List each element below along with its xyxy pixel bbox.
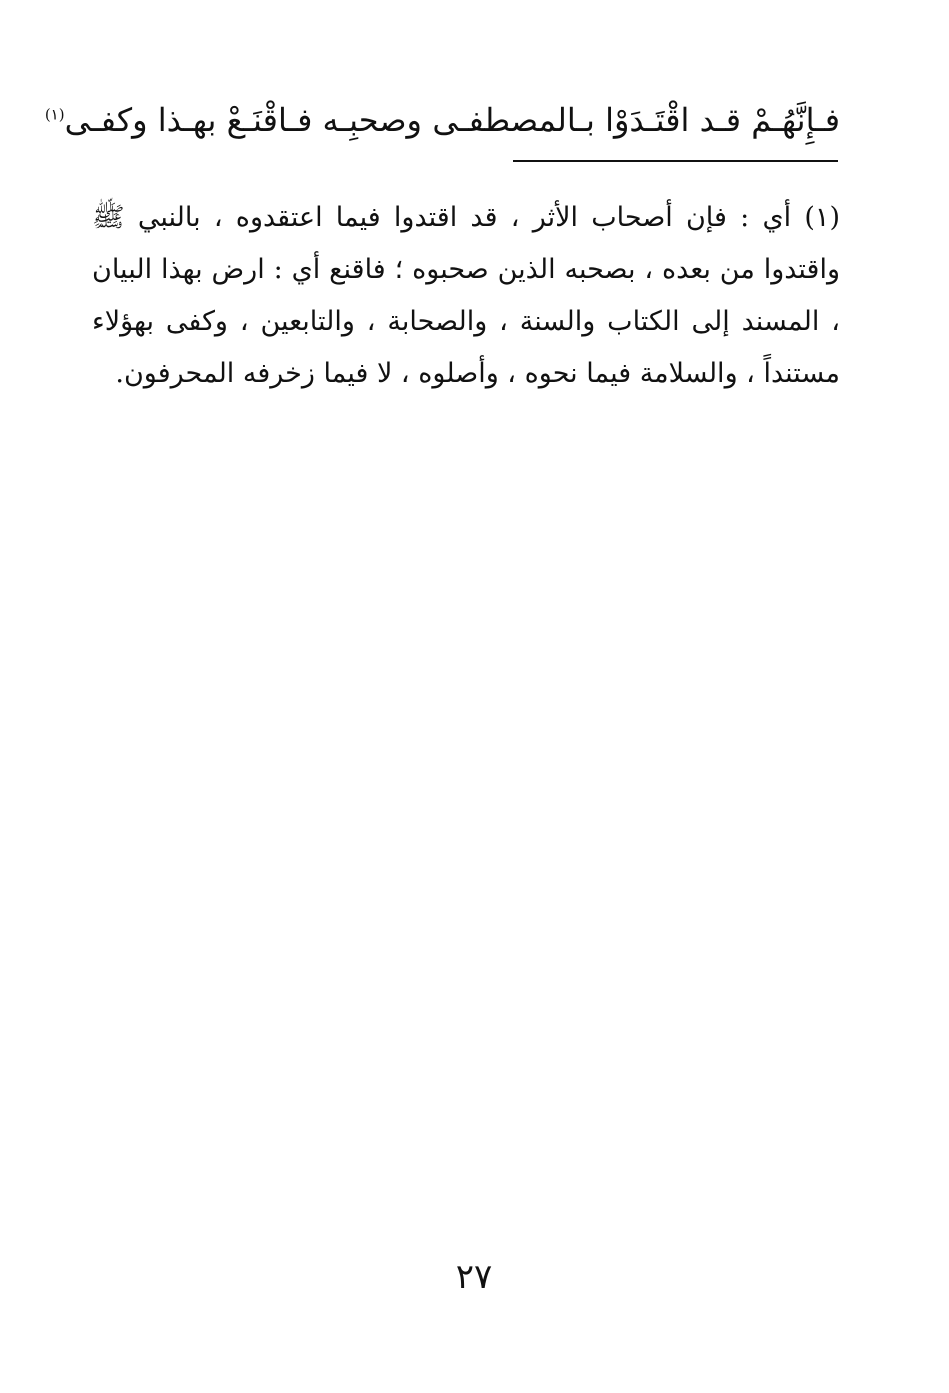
verse-second-hemistich-text: وصحبِـه فـاقْنَـعْ بهـذا وكفـى bbox=[64, 101, 422, 139]
footnote-number: (١) bbox=[804, 202, 840, 233]
poem-verse bbox=[44, 92, 840, 152]
verse-second-hemistich bbox=[45, 92, 422, 148]
footnote-text: أي : فإن أصحاب الأثر ، قد اقتدوا فيما اعتقدوه ، بالنبي ﷺ واقتدوا من بعده ، بصحبه الذين صحبوه ؛ فاقنع أي : ارض بهذا البيان ، المسند إلى الكتاب والسنة ، والصحابة ، والتابعين ، وكفى بهؤلاء مستنداً ، والسلامة فيما نحوه ، وأصلوه ، لا فيما زخرفه المحرفون. bbox=[92, 202, 840, 389]
footnote-separator-rule bbox=[513, 160, 838, 162]
page-number: ٢٧ bbox=[455, 1257, 493, 1297]
verse-first-hemistich bbox=[432, 92, 840, 148]
verse-first-hemistich-text: فـإِنَّهُـمْ قـد اقْتَـدَوْا بـالمصطفـى bbox=[432, 101, 840, 139]
footnote-block bbox=[92, 192, 840, 400]
footnote-reference-marker: (١) bbox=[44, 105, 65, 124]
